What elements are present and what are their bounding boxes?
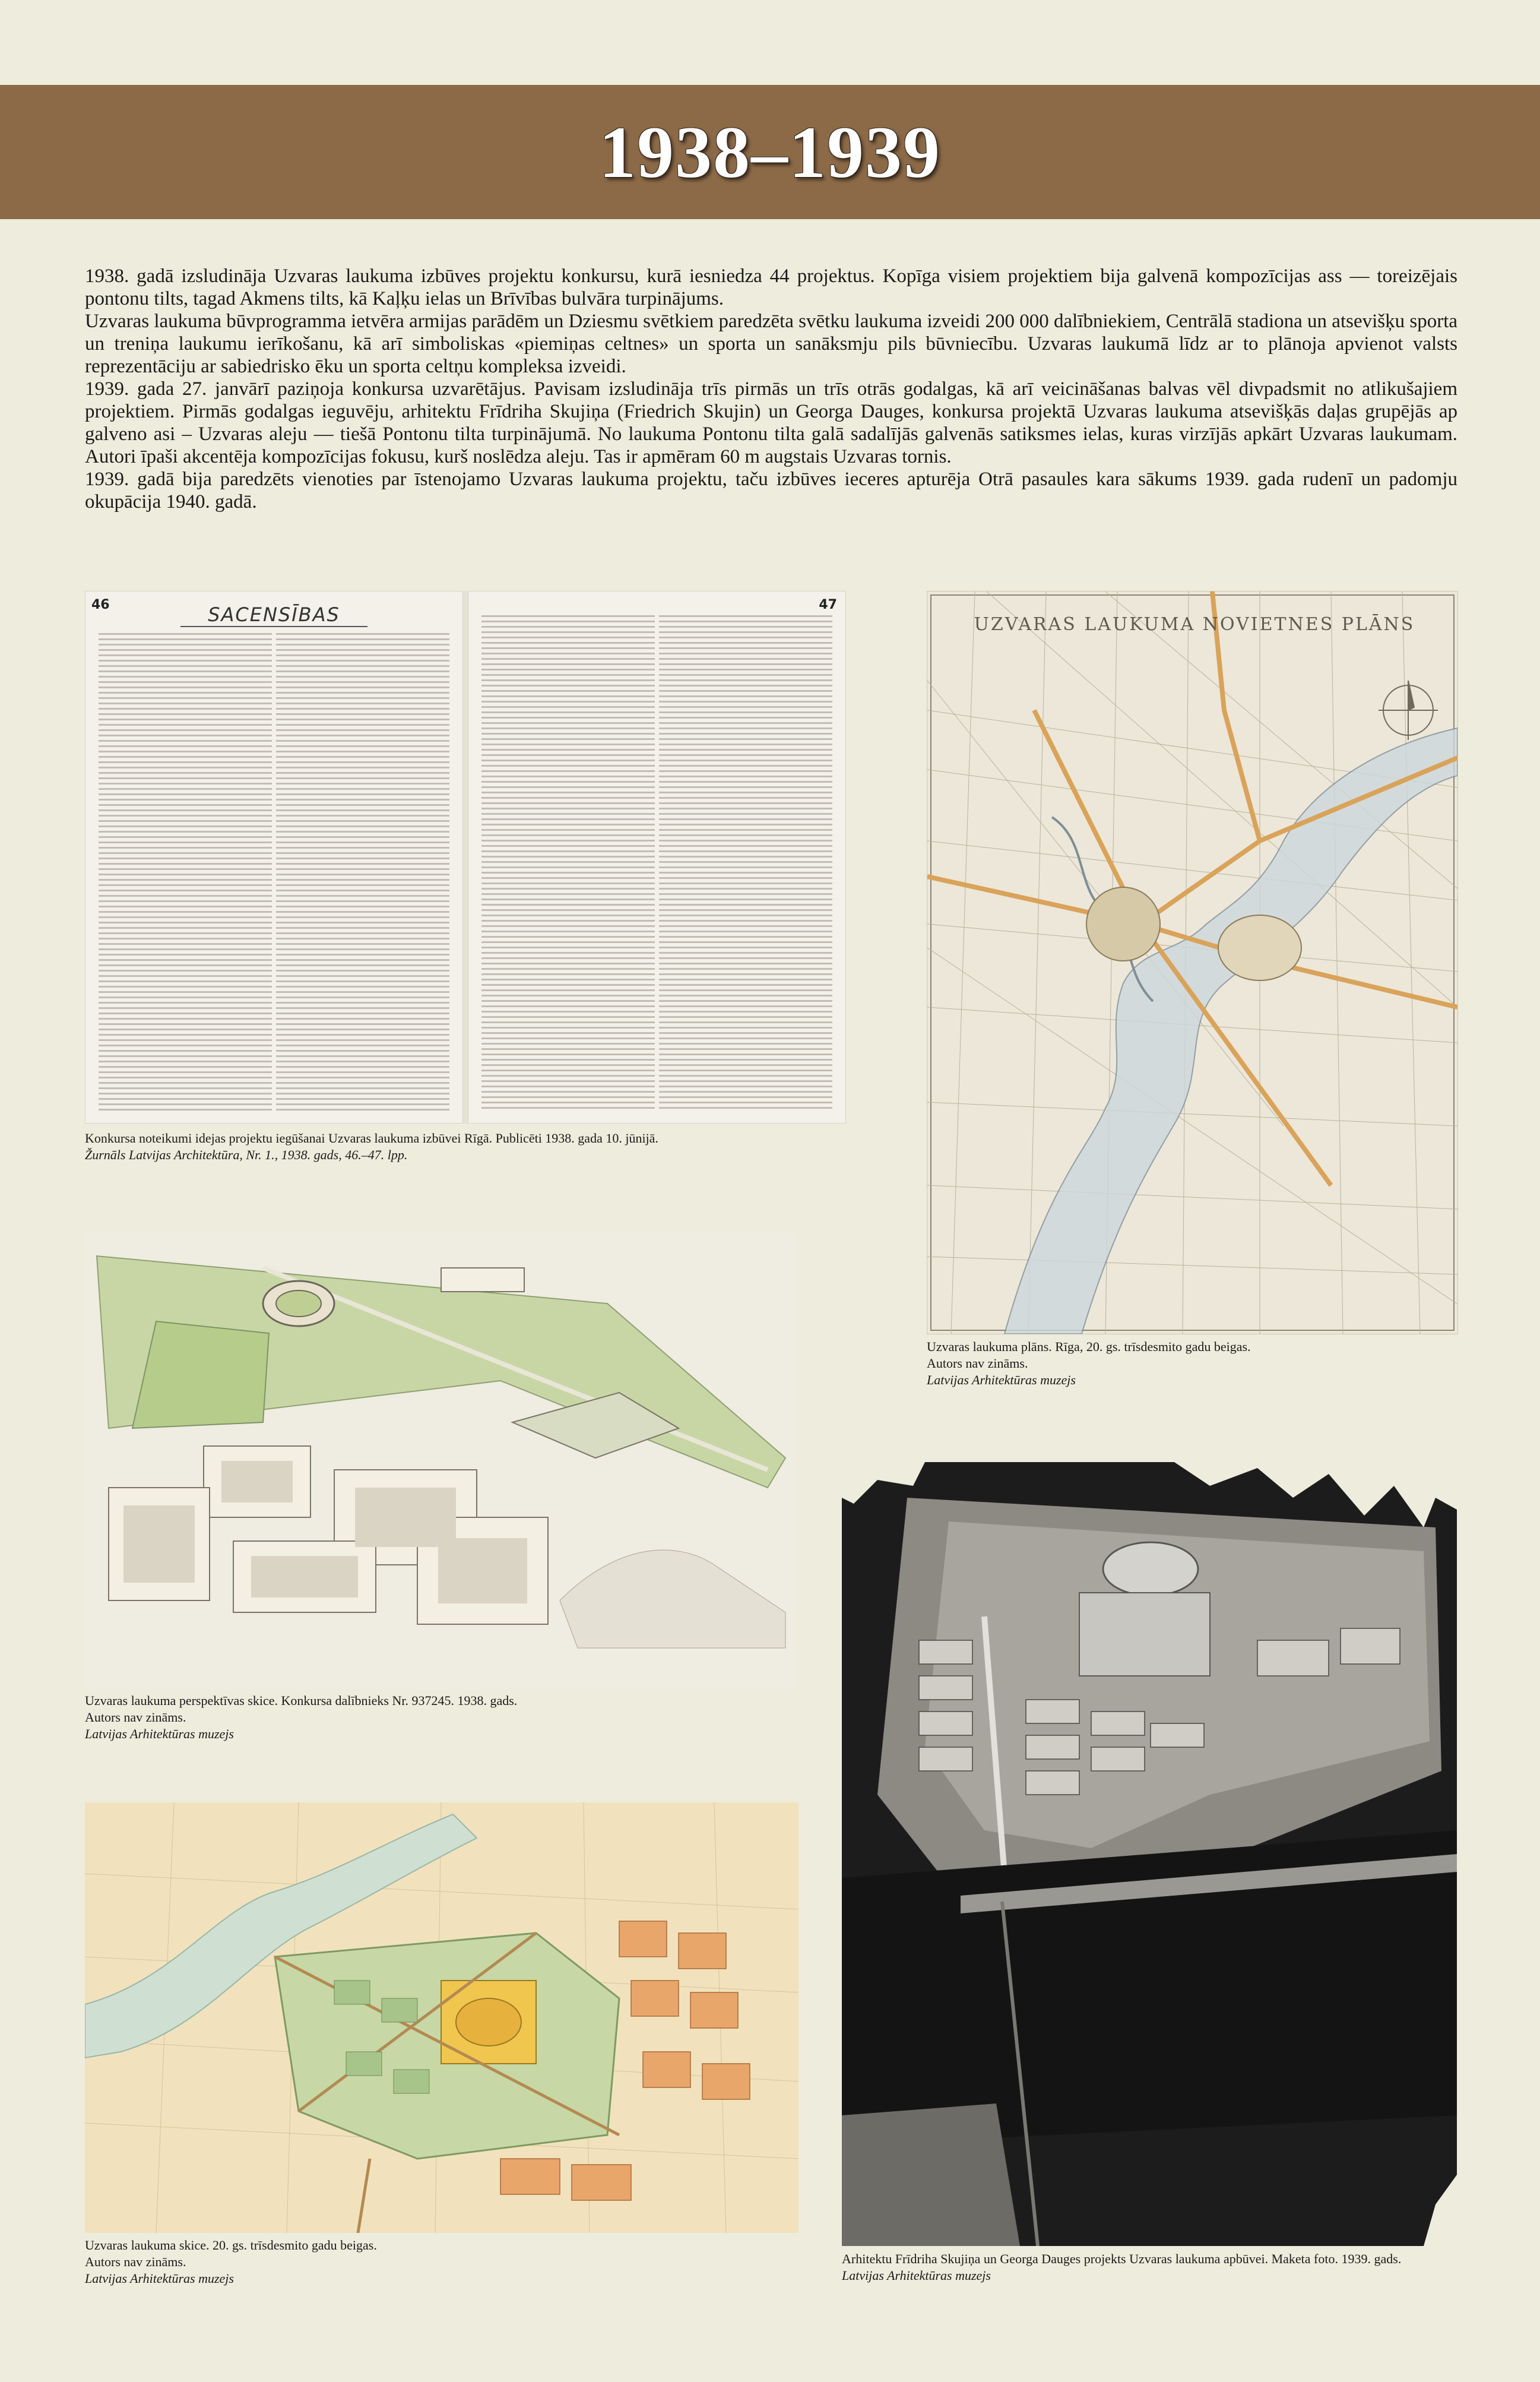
journal-caption: Konkursa noteikumi idejas projektu iegūšanai Uzvaras laukuma izbūvei Rīgā. Publicēti 1938. gada 10. jūnijā. Žurnāls Latvijas Architektūra, Nr. 1., 1938. gads, 46.–47. lpp. [85, 1131, 658, 1162]
city-plan-map-image [927, 591, 1458, 1334]
color-site-sketch-drawing [85, 1802, 798, 2233]
perspective-sketch-drawing [85, 1232, 795, 1690]
color-site-sketch-image [85, 1802, 798, 2233]
intro-paragraph: 1939. gada 27. janvārī paziņoja konkursa uzvarētājus. Pavisam izsludināja trīs pirmās un trīs otrās godalgas, kā arī veicināšanas balvas vēl divpadsmit no atlikušajiem projektiem. Pirmās godalgas ieguvēju, arhitektu Frīdriha Skujiņa (Friedrich Skujin) un Georga Dauges, konkursa projektā Uzvaras laukuma atsevišķās daļas grupējās ap galveno asi – Uzvaras aleju — tiešā Pontonu tilta turpinājumā. No laukuma Pontonu tilta galā sadalījās galvenās satiksmes ielas, kuras virzījās apkārt Uzvaras laukumam. Autori īpaši akcentēja kompozīcijas fokusu, kurš noslēdza aleju. Tas ir apmēram 60 m augstais Uzvaras tornis. [85, 378, 1457, 467]
journal-page-right [468, 591, 846, 1124]
perspective-sketch-caption: Uzvaras laukuma perspektīvas skice. Konkursa dalībnieks Nr. 937245. 1938. gads. Autors nav zināms. Latvijas Arhitektūras muzejs [85, 1693, 518, 1741]
journal-spread-image [85, 591, 846, 1124]
journal-heading: SACENSĪBAS [208, 603, 340, 626]
intro-text [85, 265, 1457, 513]
model-photo-image [842, 1462, 1457, 2246]
model-photo-caption: Arhitektu Frīdriha Skujiņa un Georga Dauges projekts Uzvaras laukuma apbūvei. Maketa foto. 1939. gads. Latvijas Arhitektūras muzejs [842, 2251, 1402, 2283]
intro-paragraph: 1938. gadā izsludināja Uzvaras laukuma izbūves projektu konkursu, kurā iesniedza 44 projektus. Kopīga visiem projektiem bija galvenā kompozīcijas ass — toreizējais pontonu tilts, tagad Akmens tilts, kā Kaļķu ielas un Brīvības bulvāra turpinājums. [85, 265, 1457, 309]
intro-paragraph: 1939. gadā bija paredzēts vienoties par īstenojamo Uzvaras laukuma projektu, taču izbūves ieceres apturēja Otrā pasaules kara sākums 1939. gada rudenī un padomju okupācija 1940. gadā. [85, 469, 1457, 513]
city-plan-caption: Uzvaras laukuma plāns. Rīga, 20. gs. trīsdesmito gadu beigas. Autors nav zināms. Latvijas Arhitektūras muzejs [927, 1339, 1251, 1387]
city-plan-drawing [927, 591, 1457, 1334]
intro-paragraph: Uzvaras laukuma būvprogramma ietvēra armijas parādēm un Dziesmu svētkiem paredzēta svētku laukuma izveidi 200 000 dalībniekiem, Centrālā stadiona un atsevišķu sporta un treniņa laukumu ierīkošanu, kā arī simboliskas «piemiņas celtnes» un sporta un sanāksmju pils būvniecību. Uzvaras laukumā līdz ar to plānoja apvienot valsts reprezentāciju ar sabiedrisko ēku un sporta celtņu kompleksa izveidi. [85, 311, 1458, 377]
page-number: 47 [819, 597, 837, 612]
journal-page-left [85, 591, 463, 1124]
map-title: UZVARAS LAUKUMA NOVIETNES PLĀNS [974, 614, 1415, 635]
title-banner [0, 85, 1540, 219]
page-number: 46 [91, 597, 110, 612]
model-photo-drawing [842, 1462, 1457, 2246]
color-site-sketch-caption: Uzvaras laukuma skice. 20. gs. trīsdesmito gadu beigas. Autors nav zināms. Latvijas Arhitektūras muzejs [85, 2238, 377, 2286]
page-title: 1938–1939 [599, 112, 941, 193]
perspective-sketch-image [85, 1232, 795, 1690]
